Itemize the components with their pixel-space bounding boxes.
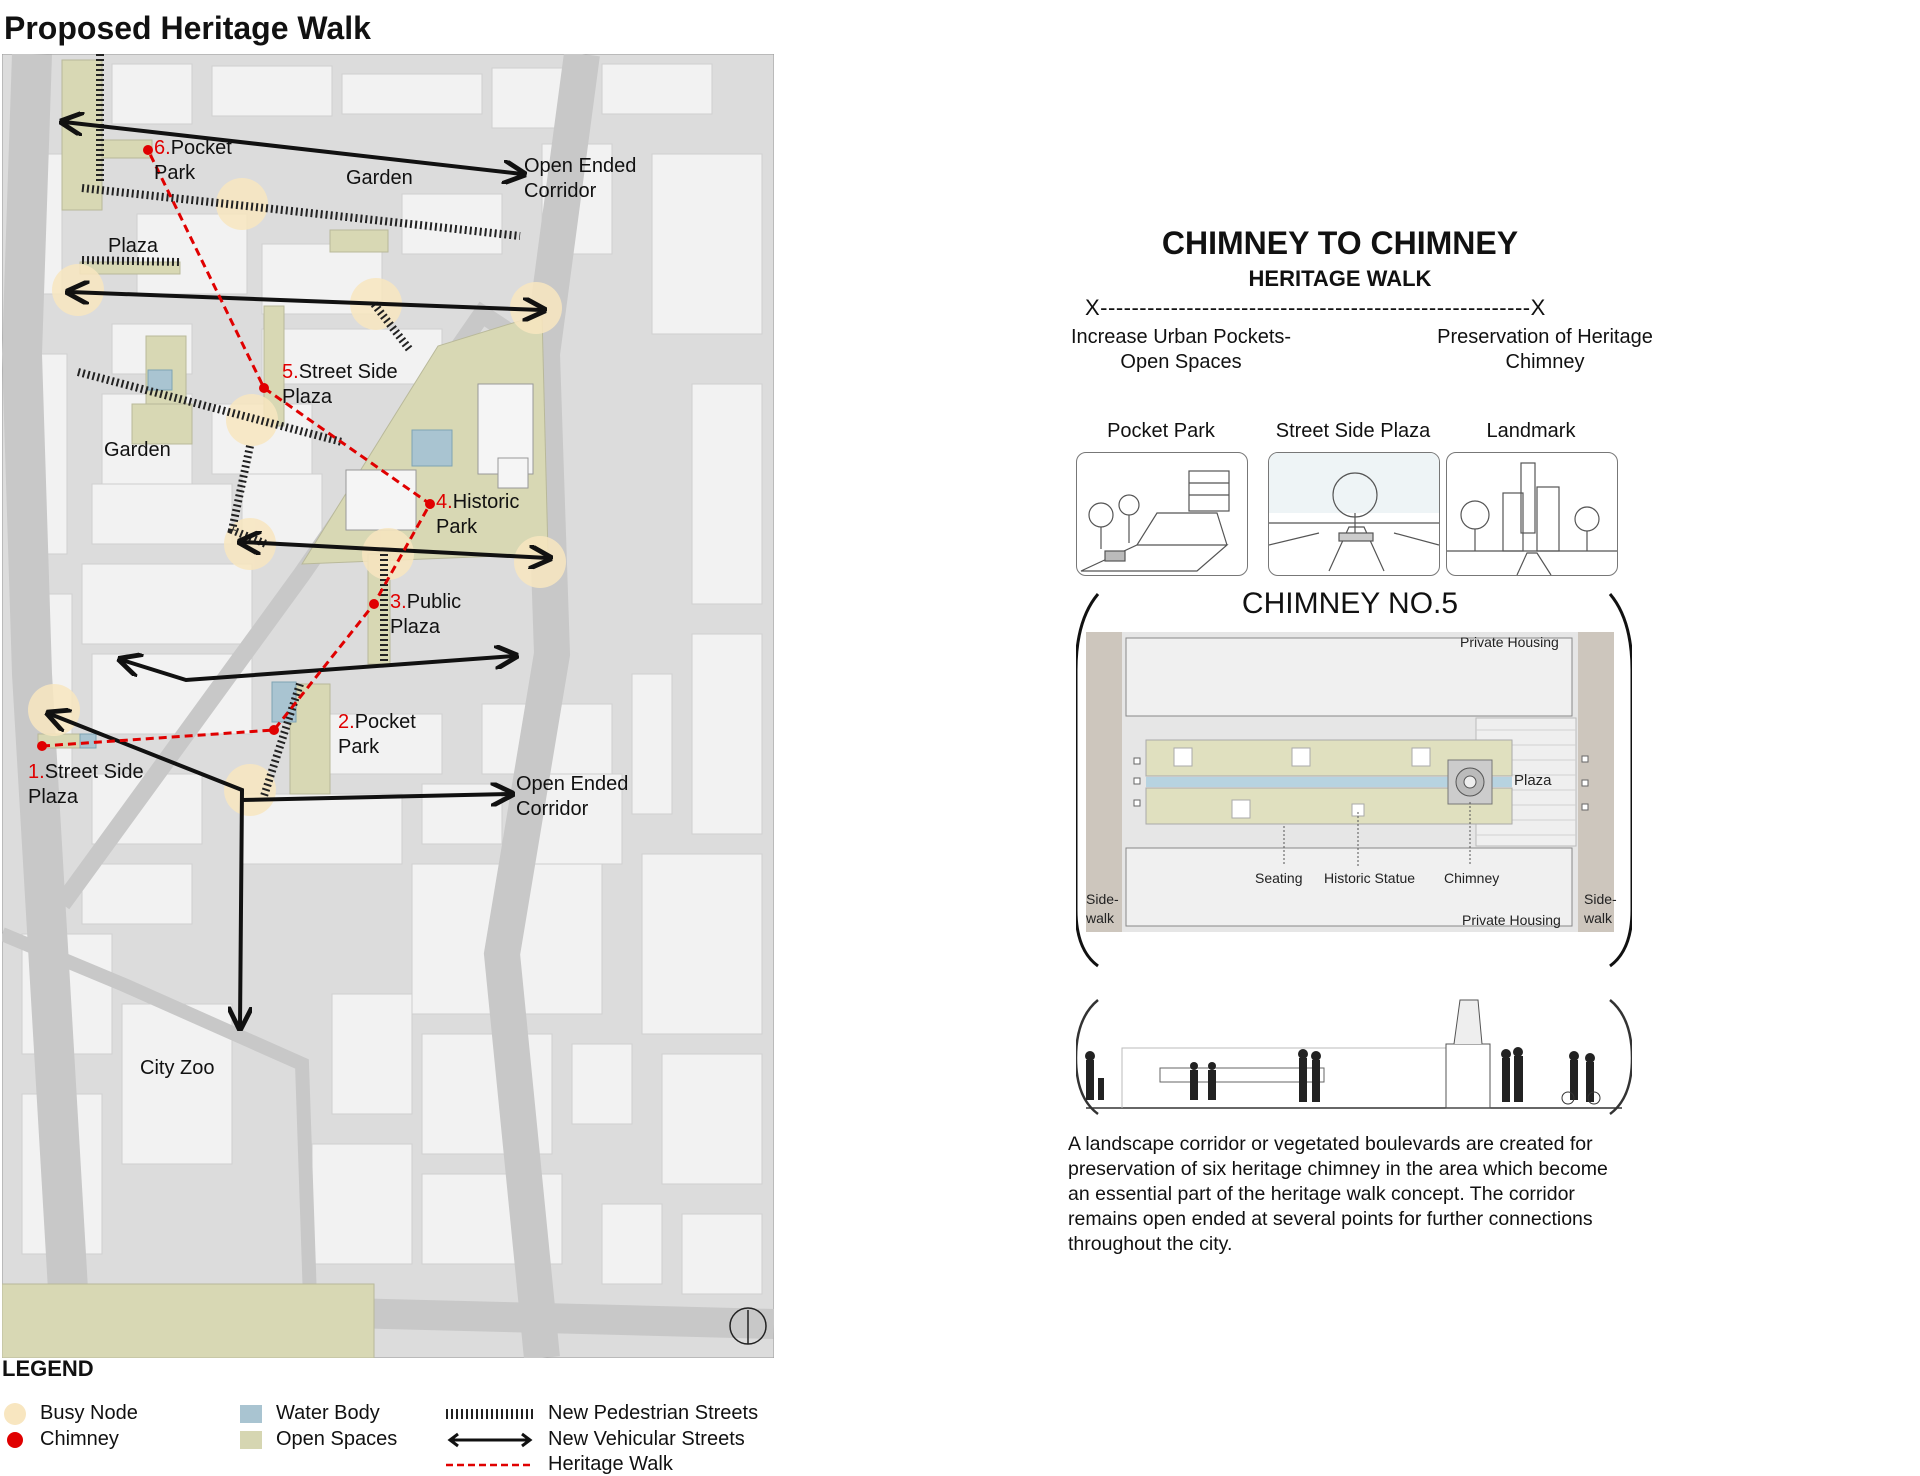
legend-open-spaces-label: Open Spaces — [276, 1428, 398, 1450]
landmark-sketch — [1446, 452, 1618, 576]
legend-busy-node — [4, 1402, 138, 1425]
vehicular-street-icon — [446, 1432, 534, 1448]
left-goal: Increase Urban Pockets- Open Spaces — [1070, 326, 1292, 373]
stop-3-number: 3. — [390, 591, 407, 613]
legend-water-body-label: Water Body — [276, 1402, 380, 1424]
legend-heritage-walk-label: Heritage Walk — [548, 1453, 673, 1475]
stop-4-number: 4. — [436, 491, 453, 513]
open-ended-corridor-label-top: Open Ended Corridor — [524, 155, 637, 202]
legend-chimney — [4, 1428, 119, 1451]
plan-plaza-label: Plaza — [1514, 772, 1552, 789]
legend-chimney-label: Chimney — [40, 1428, 119, 1450]
heritage-walk-map — [2, 54, 774, 1358]
plan-sidewalk-left: Side- walk — [1086, 891, 1119, 926]
stop-6-number: 6. — [154, 137, 171, 159]
legend-pedestrian-streets — [446, 1402, 758, 1425]
pocket-park-sketch — [1076, 452, 1248, 576]
concept-title: CHIMNEY TO CHIMNEY — [1161, 225, 1519, 261]
stop-5-name: Street Side Plaza — [282, 361, 398, 408]
stop-2-label — [338, 710, 416, 760]
stop-4-label — [436, 490, 519, 540]
stop-1-name: Street Side Plaza — [28, 761, 144, 808]
stop-1-number: 1. — [28, 761, 45, 783]
legend-open-spaces — [240, 1428, 397, 1451]
garden-label-top: Garden — [346, 167, 413, 189]
legend-heritage-walk — [446, 1453, 673, 1476]
chimney-icon — [7, 1432, 23, 1448]
plan-sidewalk-right: Side- walk — [1584, 891, 1617, 926]
thumb-caption-street-side-plaza: Street Side Plaza — [1275, 420, 1431, 442]
legend-title: LEGEND — [2, 1356, 94, 1381]
concept-subtitle: HERITAGE WALK — [1248, 266, 1432, 291]
plan-historic-statue-label: Historic Statue — [1324, 870, 1416, 886]
stop-6-label — [154, 136, 232, 186]
stop-2-name: Pocket Park — [338, 711, 416, 758]
pedestrian-street-icon — [446, 1407, 534, 1421]
stop-6-name: Pocket Park — [154, 137, 232, 184]
chimney-plan-title: CHIMNEY NO.5 — [1241, 587, 1459, 620]
stop-5-label — [282, 360, 398, 410]
legend-water-body — [240, 1402, 380, 1425]
street-side-plaza-sketch — [1268, 452, 1440, 576]
right-goal: Preservation of Heritage Chimney — [1437, 326, 1653, 373]
thumb-caption-landmark: Landmark — [1486, 420, 1576, 442]
concept-axis: X-------------------------------------------------------X — [1085, 295, 1546, 320]
stop-2-number: 2. — [338, 711, 355, 733]
stop-3-name: Public Plaza — [390, 591, 462, 638]
busy-node-icon — [4, 1403, 26, 1425]
stop-1-label — [28, 760, 144, 810]
open-space-swatch-icon — [240, 1431, 262, 1449]
plan-private-housing-bottom: Private Housing — [1462, 912, 1561, 928]
plan-seating-label: Seating — [1255, 870, 1303, 886]
heritage-walk-icon — [446, 1461, 534, 1469]
plan-private-housing-top: Private Housing — [1460, 634, 1559, 650]
stop-4-name: Historic Park — [436, 491, 520, 538]
open-ended-corridor-label-bottom: Open Ended Corridor — [516, 773, 629, 820]
stop-3-label — [390, 590, 461, 640]
city-zoo-label: City Zoo — [140, 1057, 215, 1079]
garden-label-left: Garden — [104, 439, 171, 461]
stop-5-number: 5. — [282, 361, 299, 383]
plaza-label-left: Plaza — [108, 235, 159, 257]
section-elevation-drawing — [1076, 998, 1632, 1116]
legend-vehicular-streets — [446, 1428, 745, 1451]
legend-pedestrian-streets-label: New Pedestrian Streets — [548, 1402, 759, 1424]
thumb-caption-pocket-park: Pocket Park — [1107, 420, 1215, 442]
water-body-swatch-icon — [240, 1405, 262, 1423]
description-paragraph: A landscape corridor or vegetated boulevards are created for preservation of six heritage chimney in the area which become an essential part of the heritage walk concept. The corridor remains open ended at several points for further connections throughout the city. — [1068, 1133, 1608, 1255]
legend-busy-node-label: Busy Node — [40, 1402, 138, 1424]
plan-chimney-label: Chimney — [1444, 870, 1500, 886]
page-title: Proposed Heritage Walk — [4, 10, 371, 46]
legend-vehicular-streets-label: New Vehicular Streets — [548, 1428, 745, 1450]
